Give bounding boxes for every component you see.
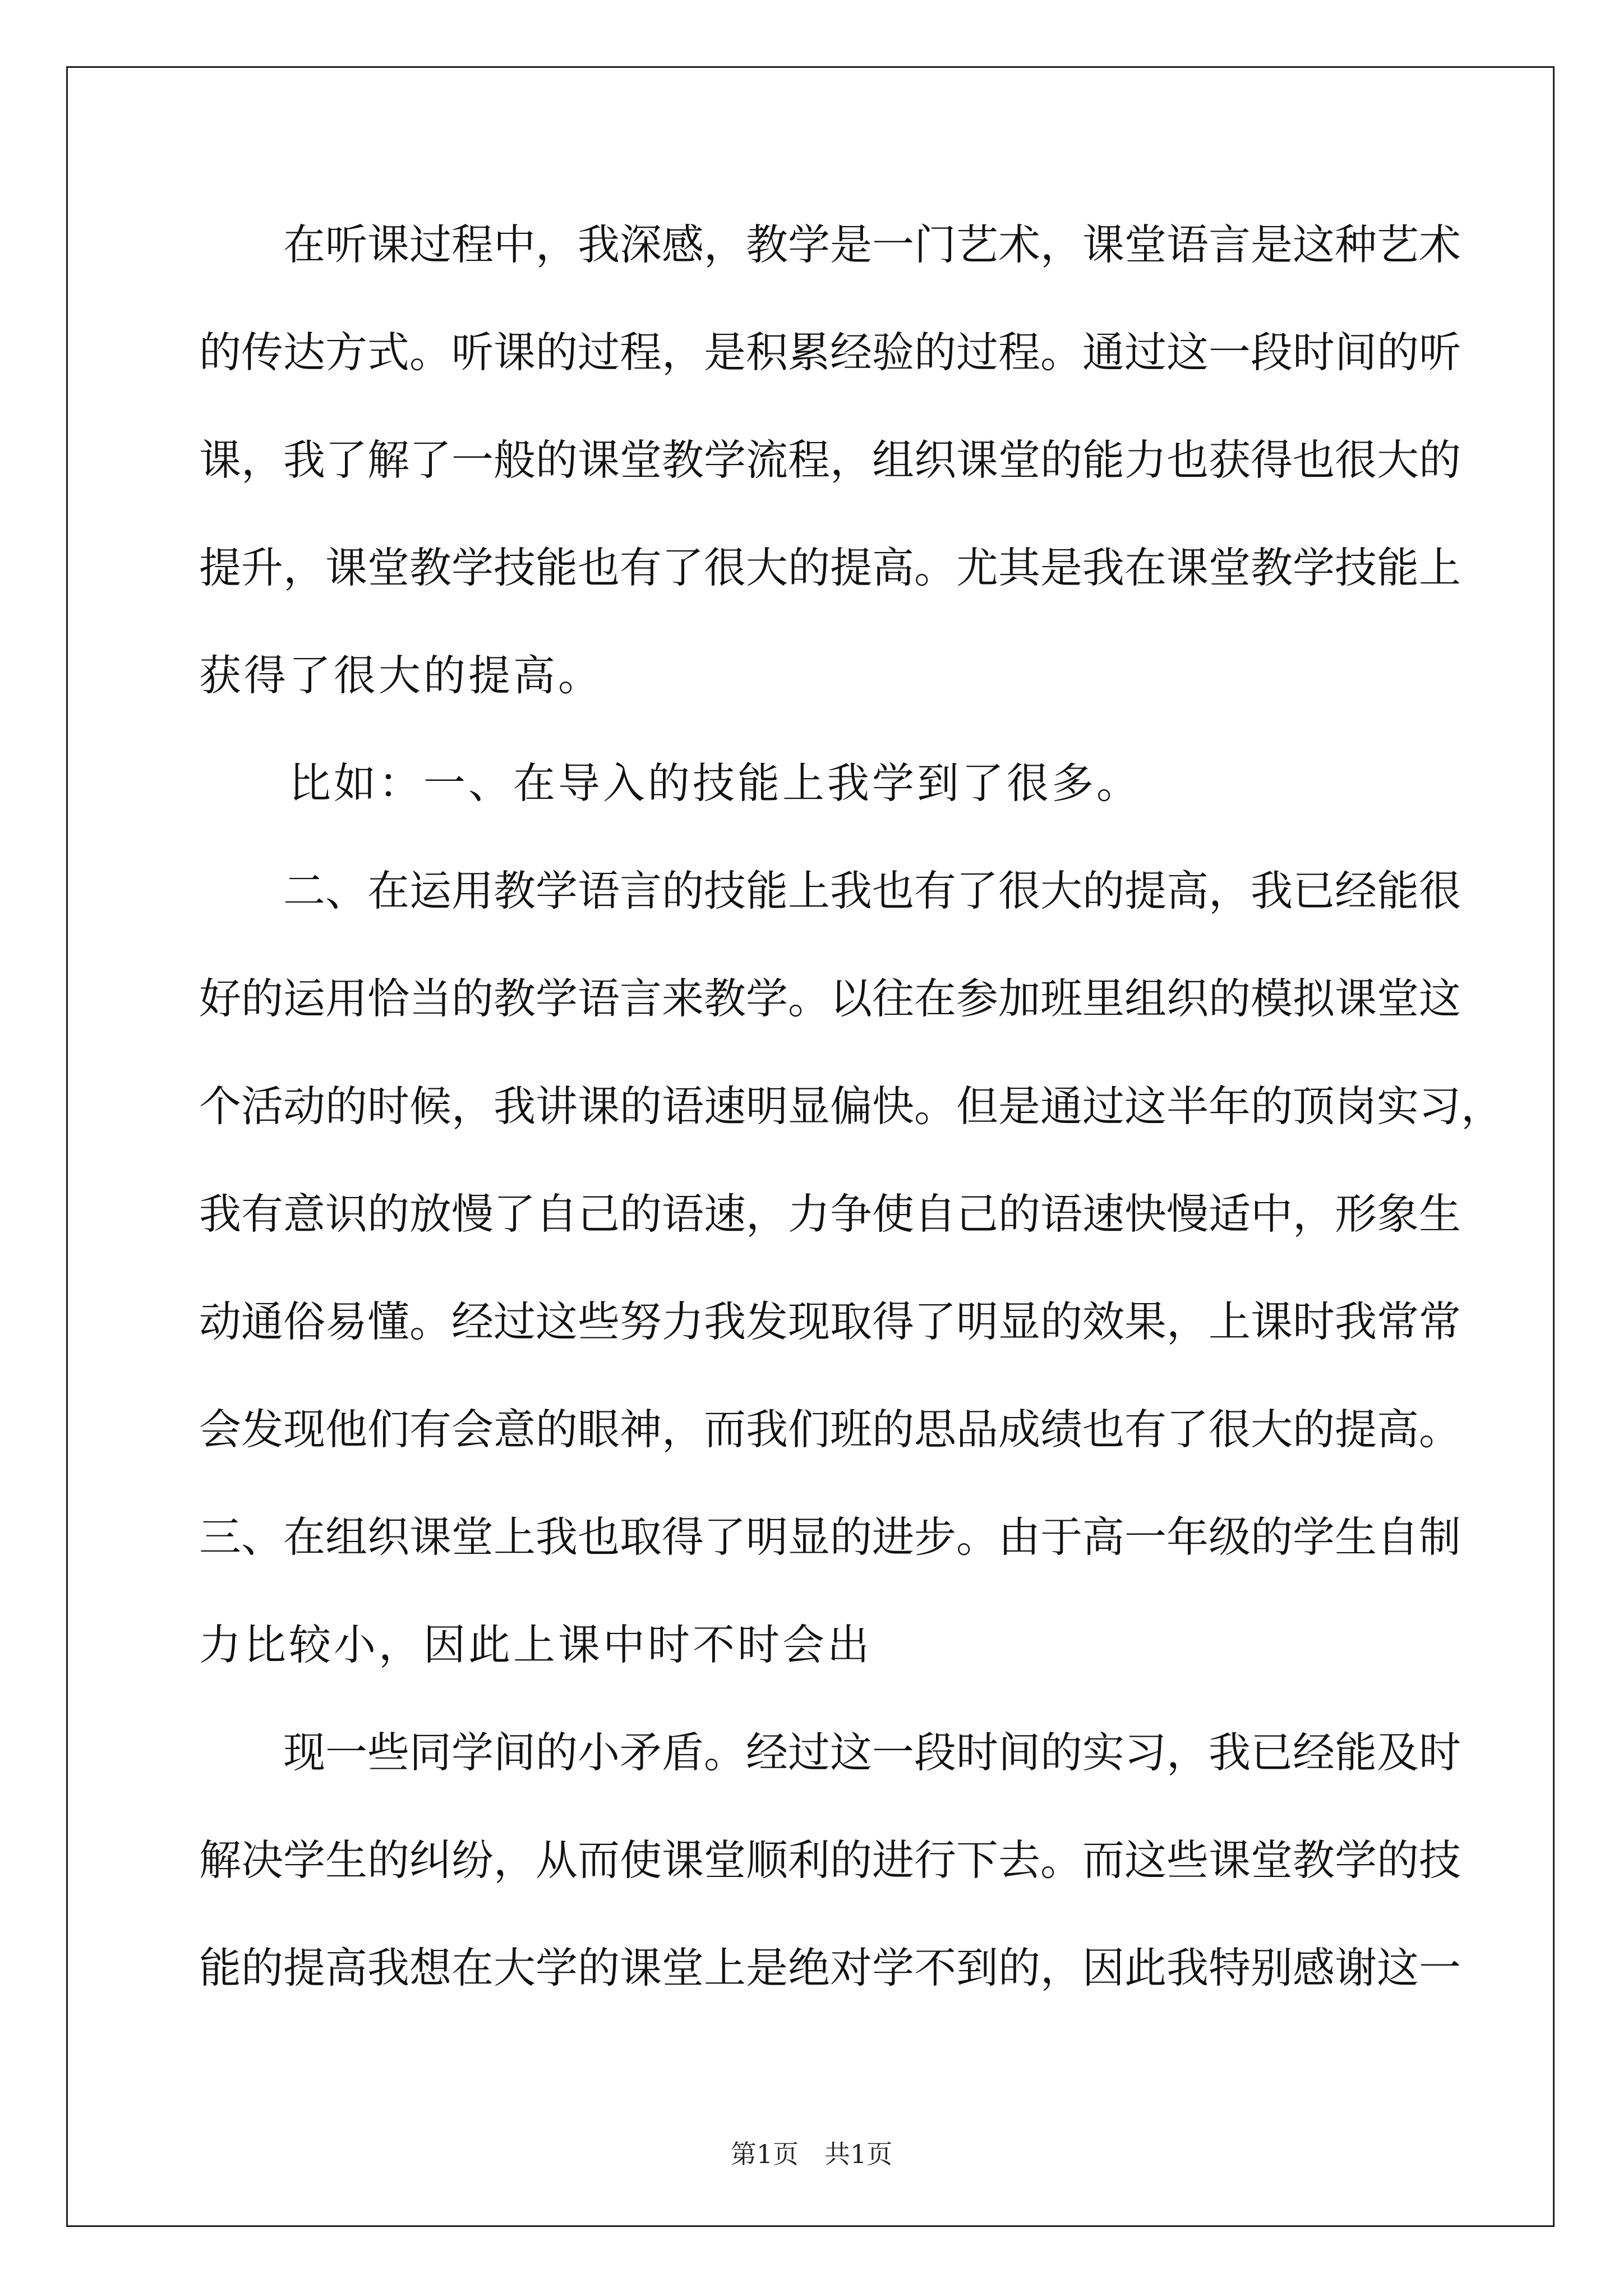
text-line: 三、在组织课堂上我也取得了明显的进步。由于高一年级的学生自制 — [199, 1512, 1461, 1562]
text-line: 会发现他们有会意的眼神，而我们班的思品成绩也有了很大的提高。 — [199, 1405, 1461, 1454]
text-line: 提升，课堂教学技能也有了很大的提高。尤其是我在课堂教学技能上 — [199, 543, 1461, 592]
text-line: 课，我了解了一般的课堂教学流程，组织课堂的能力也获得也很大的 — [199, 435, 1461, 485]
text-line: 解决学生的纠纷，从而使课堂顺利的进行下去。而这些课堂教学的技 — [199, 1835, 1461, 1885]
text-line: 动通俗易懂。经过这些努力我发现取得了明显的效果，上课时我常常 — [199, 1297, 1461, 1346]
text-line: 能的提高我想在大学的课堂上是绝对学不到的，因此我特别感谢这一 — [199, 1943, 1461, 1993]
text-line: 比如：一、在导入的技能上我学到了很多。 — [199, 758, 1142, 808]
text-line: 现一些同学间的小矛盾。经过这一段时间的实习，我已经能及时 — [199, 1728, 1461, 1777]
page-total: 共1页 — [824, 2139, 893, 2169]
page-footer — [0, 2137, 1623, 2171]
text-line: 的传达方式。听课的过程，是积累经验的过程。通过这一段时间的听 — [199, 328, 1461, 377]
text-line: 好的运用恰当的教学语言来教学。以往在参加班里组织的模拟课堂这 — [199, 974, 1461, 1023]
text-line: 个活动的时候，我讲课的语速明显偏快。但是通过这半年的顶岗实习， — [199, 1082, 1504, 1131]
text-line: 力比较小，因此上课中时不时会出 — [199, 1620, 873, 1669]
page-border — [66, 66, 1555, 2227]
text-line: 二、在运用教学语言的技能上我也有了很大的提高，我已经能很 — [199, 866, 1461, 915]
text-line: 我有意识的放慢了自己的语速，力争使自己的语速快慢适中，形象生 — [199, 1189, 1461, 1239]
text-line: 获得了很大的提高。 — [199, 651, 603, 700]
text-line: 在听课过程中，我深感，教学是一门艺术，课堂语言是这种艺术 — [199, 220, 1461, 269]
page-number: 第1页 — [730, 2139, 799, 2169]
